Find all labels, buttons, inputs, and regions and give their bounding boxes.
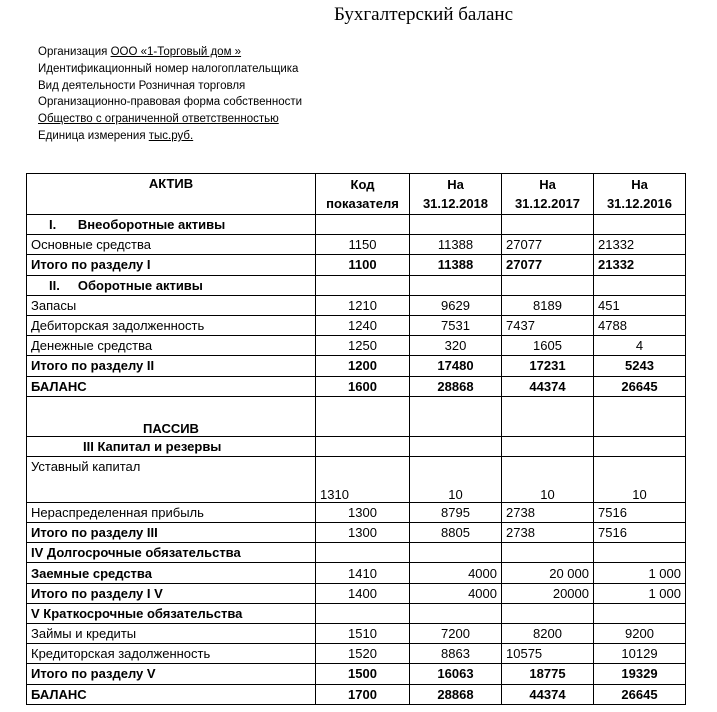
row-label: БАЛАНС [27,684,316,704]
header-date1-line1: На [447,177,464,192]
row-value-2018: 8863 [410,644,502,664]
table-row [27,502,686,522]
row-value-2018: 10 [410,456,502,502]
cell [594,275,686,295]
section-1-title [27,215,316,235]
row-value-2018: 4000 [410,583,502,603]
balance-table [26,173,686,705]
section-5-title: V Краткосрочные обязательства [27,603,316,623]
row-value-2018: 8795 [410,502,502,522]
row-value-2016: 5243 [594,356,686,376]
cell [316,603,410,623]
row-value-2018: 28868 [410,684,502,704]
row-code: 1400 [316,583,410,603]
section-2-row [27,275,686,295]
legal-form-line: Организационно-правовая форма собственности [38,96,303,109]
row-value-2017: 1605 [502,336,594,356]
table-row [27,583,686,603]
header-date1-line2: 31.12.2018 [422,196,489,211]
unit-value: тыс.руб. [148,129,194,142]
row-label: Итого по разделу I V [27,583,316,603]
row-code: 1700 [316,684,410,704]
cell [316,215,410,235]
row-value-2018: 7531 [410,315,502,335]
table-row [27,456,686,502]
row-label: Основные средства [27,235,316,255]
row-label: Итого по разделу III [27,523,316,543]
section-5-row [27,603,686,623]
row-value-2016: 4788 [594,315,686,335]
row-value-2018: 7200 [410,624,502,644]
header-date-2018 [410,174,502,215]
cell [594,436,686,456]
section-1-number: I. [49,217,57,233]
section-2-label: Оборотные активы [77,277,203,293]
row-code: 1520 [316,644,410,664]
row-label: Уставный капитал [27,456,316,502]
table-row [27,336,686,356]
row-label: Займы и кредиты [27,624,316,644]
row-value-2017: 20000 [502,583,594,603]
header-row [27,174,686,215]
table-row [27,295,686,315]
row-value-2017: 44374 [502,684,594,704]
cell [410,436,502,456]
header-date2-line2: 31.12.2017 [514,196,581,211]
row-value-2016: 26645 [594,376,686,396]
row-code: 1410 [316,563,410,583]
inn-line: Идентификационный номер налогоплательщика [38,62,299,75]
row-label: Итого по разделу V [27,664,316,684]
row-value-2016: 21332 [594,235,686,255]
table-row [27,624,686,644]
row-value-2018: 16063 [410,664,502,684]
row-value-2017: 8200 [502,624,594,644]
section-3-title: III Капитал и резервы [27,436,316,456]
row-value-2018: 28868 [410,376,502,396]
row-label: Кредиторская задолженность [27,644,316,664]
organization-info [38,44,302,145]
section-2-title [27,275,316,295]
section-4-title: IV Долгосрочные обязательства [27,543,316,563]
row-code: 1210 [316,295,410,315]
header-date2-line1: На [539,177,556,192]
row-value-2018: 17480 [410,356,502,376]
row-code: 1200 [316,356,410,376]
row-value-2016: 19329 [594,664,686,684]
row-label: Нераспределенная прибыль [27,502,316,522]
table-row [27,563,686,583]
header-code [316,174,410,215]
unit-label: Единица измерения [38,129,146,142]
row-value-2016: 10 [594,456,686,502]
table-row [27,315,686,335]
table-row [27,376,686,396]
cell [502,396,594,436]
header-code-line1: Код [350,177,375,192]
section-1-label: Внеоборотные активы [77,217,226,233]
table-row [27,664,686,684]
header-code-line2: показателя [326,196,399,211]
cell [410,603,502,623]
row-value-2018: 9629 [410,295,502,315]
row-value-2017: 27077 [502,235,594,255]
table-row [27,644,686,664]
row-code: 1300 [316,502,410,522]
row-value-2016: 7516 [594,502,686,522]
row-value-2018: 4000 [410,563,502,583]
cell [502,603,594,623]
cell [502,436,594,456]
table-row [27,684,686,704]
cell [594,543,686,563]
cell [316,436,410,456]
row-value-2016: 10129 [594,644,686,664]
row-label: БАЛАНС [27,376,316,396]
row-label: Дебиторская задолженность [27,315,316,335]
row-value-2017: 8189 [502,295,594,315]
row-value-2017: 7437 [502,315,594,335]
header-date-2016 [594,174,686,215]
row-value-2017: 10 [502,456,594,502]
org-label: Организация [38,46,108,58]
header-date3-line2: 31.12.2016 [606,196,673,211]
row-value-2017: 18775 [502,664,594,684]
cell [594,396,686,436]
cell [410,215,502,235]
row-value-2016: 1 000 [594,563,686,583]
row-code: 1500 [316,664,410,684]
cell [594,603,686,623]
row-value-2017: 44374 [502,376,594,396]
section-1-row [27,215,686,235]
row-value-2018: 320 [410,336,502,356]
cell [594,215,686,235]
row-value-2017: 17231 [502,356,594,376]
activity-line: Вид деятельности Розничная торговля [38,79,246,92]
row-code: 1310 [316,456,410,502]
section-3-row [27,436,686,456]
passiv-row [27,396,686,436]
row-value-2016: 26645 [594,684,686,704]
section-4-row [27,543,686,563]
cell [410,543,502,563]
row-value-2017: 10575 [502,644,594,664]
row-value-2018: 11388 [410,255,502,275]
cell [502,275,594,295]
legal-form-value: Общество с ограниченной ответственностью [38,113,279,126]
unit-line [38,128,302,145]
row-value-2018: 11388 [410,235,502,255]
header-date3-line1: На [631,177,648,192]
cell [316,275,410,295]
header-aktiv: АКТИВ [27,174,316,215]
row-value-2016: 4 [594,336,686,356]
cell [410,275,502,295]
row-code: 1250 [316,336,410,356]
row-value-2017: 2738 [502,523,594,543]
row-value-2016: 21332 [594,255,686,275]
table-row [27,523,686,543]
row-code: 1600 [316,376,410,396]
table-row [27,235,686,255]
row-value-2016: 7516 [594,523,686,543]
row-code: 1300 [316,523,410,543]
header-date-2017 [502,174,594,215]
row-label: Заемные средства [27,563,316,583]
cell [502,215,594,235]
org-value: ООО «1-Торговый дом » [110,46,242,58]
table-row [27,255,686,275]
row-value-2016: 9200 [594,624,686,644]
row-code: 1240 [316,315,410,335]
row-code: 1150 [316,235,410,255]
row-label: Денежные средства [27,336,316,356]
cell [502,543,594,563]
section-2-number: II. [49,277,60,293]
row-label: Запасы [27,295,316,315]
row-code: 1510 [316,624,410,644]
cell [316,396,410,436]
row-value-2016: 1 000 [594,583,686,603]
org-line [38,44,302,61]
row-value-2017: 27077 [502,255,594,275]
row-label: Итого по разделу II [27,356,316,376]
document-title: Бухгалтерский баланс [333,4,514,25]
row-label: Итого по разделу I [27,255,316,275]
passiv-heading: ПАССИВ [27,396,316,436]
row-code: 1100 [316,255,410,275]
row-value-2018: 8805 [410,523,502,543]
row-value-2017: 20 000 [502,563,594,583]
row-value-2016: 451 [594,295,686,315]
row-value-2017: 2738 [502,502,594,522]
cell [410,396,502,436]
table-row [27,356,686,376]
cell [316,543,410,563]
